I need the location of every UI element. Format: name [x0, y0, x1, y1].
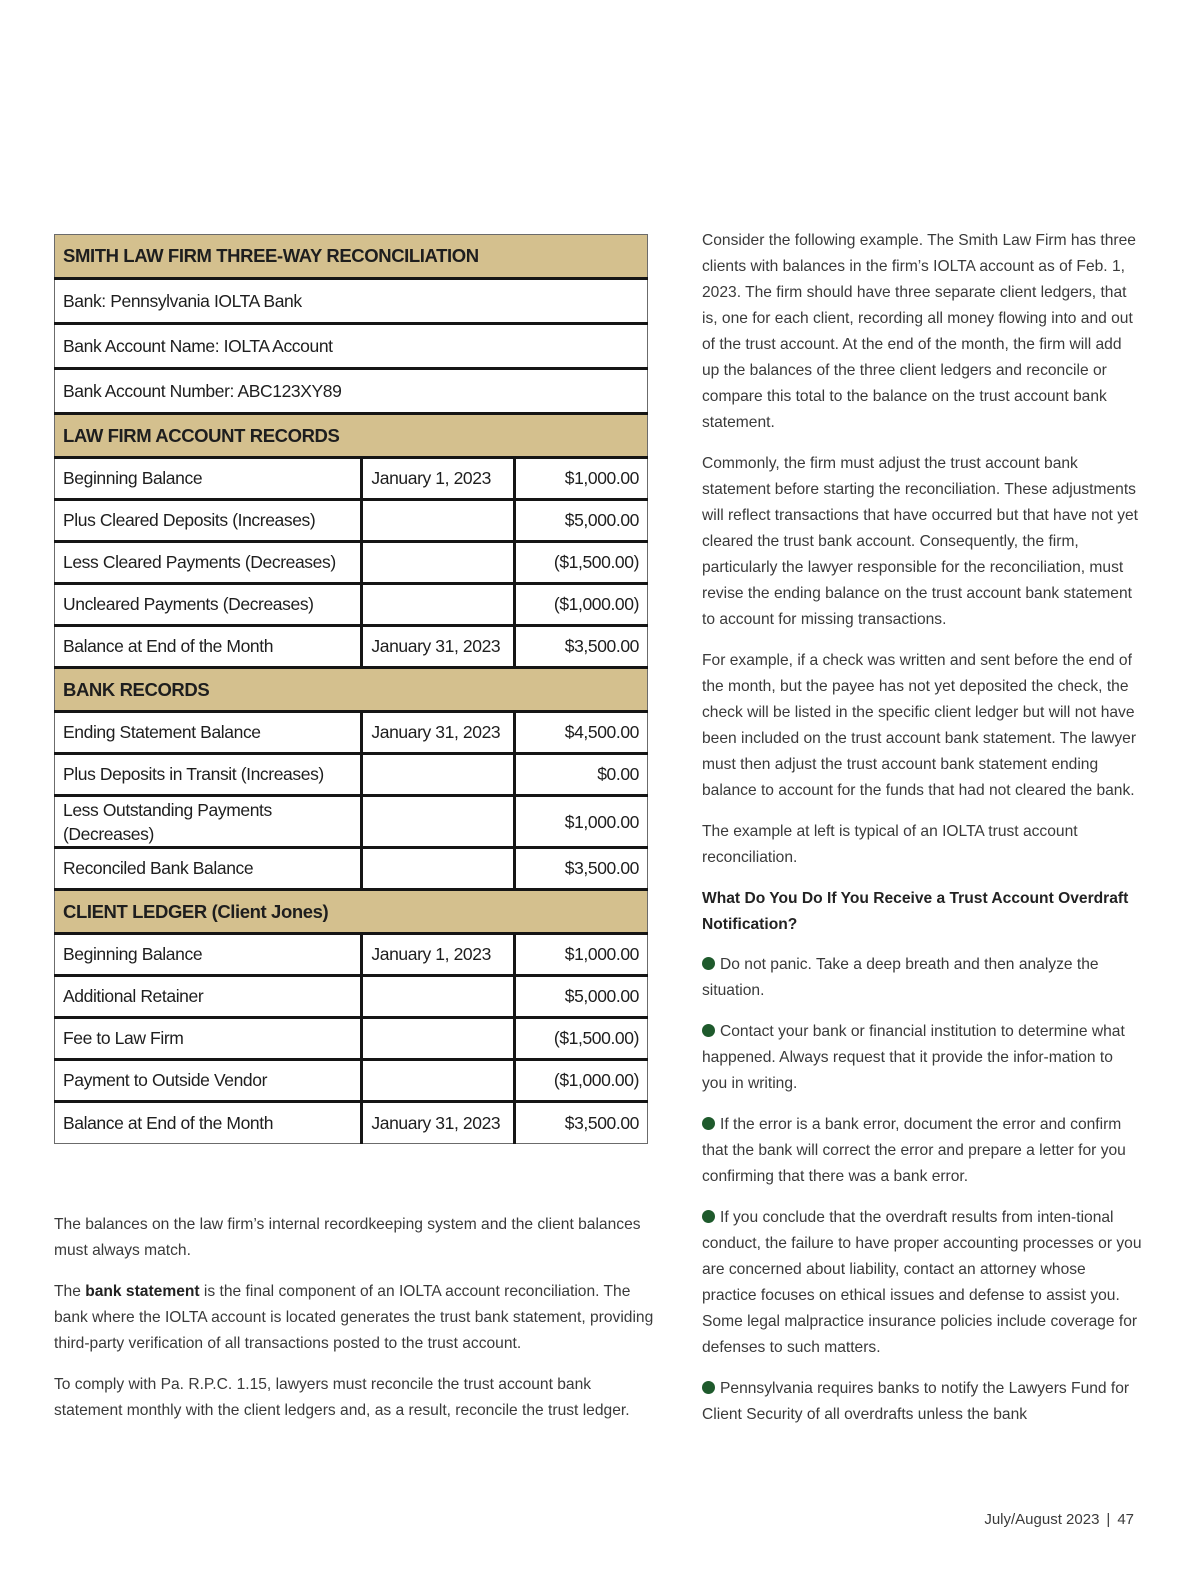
row-amount: ($1,500.00) — [515, 1018, 648, 1060]
table-row — [55, 1060, 648, 1102]
row-description: Plus Deposits in Transit (Increases) — [55, 754, 362, 796]
row-date: January 31, 2023 — [362, 1102, 515, 1144]
row-description: Uncleared Payments (Decreases) — [55, 584, 362, 626]
row-date — [362, 754, 515, 796]
bold-term: bank statement — [85, 1283, 200, 1300]
page-number: 47 — [1117, 1511, 1134, 1528]
section-heading: BANK RECORDS — [55, 668, 648, 712]
row-date — [362, 1018, 515, 1060]
row-description: Beginning Balance — [55, 934, 362, 976]
row-date — [362, 976, 515, 1018]
row-description: Balance at End of the Month — [55, 626, 362, 668]
row-description: Plus Cleared Deposits (Increases) — [55, 500, 362, 542]
row-description: Less Outstanding Payments (Decreases) — [55, 796, 362, 848]
row-description: Ending Statement Balance — [55, 712, 362, 754]
text-run: The — [54, 1283, 86, 1300]
row-description: Reconciled Bank Balance — [55, 848, 362, 890]
paragraph: Commonly, the firm must adjust the trust account bank statement before starting the reconciliation. These adjustments will reflect transactions that have occurred but that have not yet cleared the trust bank account. Consequently, the firm, particularly the lawyer responsible for the reconciliation, must revise the ending balance on the trust account bank statement to account for missing transactions. — [702, 455, 1138, 628]
row-amount: $3,500.00 — [515, 848, 648, 890]
paragraph: Consider the following example. The Smith Law Firm has three clients with balances in the firm’s IOLTA account as of Feb. 1, 2023. The firm should have three separate client ledgers, that is, one for each client, recording all money flowing into and out of the trust account. At the end of the month, the firm will add up the balances of the three client ledgers and reconcile or compare this total to the balance on the trust account bank statement. — [702, 232, 1136, 431]
table-row — [55, 458, 648, 500]
section-header-client-ledger — [55, 890, 648, 934]
row-date — [362, 584, 515, 626]
paragraph — [54, 1279, 654, 1357]
row-amount: $1,000.00 — [515, 458, 648, 500]
table-row — [55, 796, 648, 848]
bank-info-row — [55, 369, 648, 414]
table-row — [55, 542, 648, 584]
table-title-row — [55, 235, 648, 279]
section-header-bank-records — [55, 668, 648, 712]
bullet-text: If you conclude that the overdraft results from inten-tional conduct, the failure to have proper accounting processes or you are concerned about liability, contact an attorney whose practice focuses on ethical issues and defense to assist you. Some legal malpractice insurance policies include coverage for defenses to such matters. — [702, 1209, 1142, 1356]
bank-account-name: Bank Account Name: IOLTA Account — [55, 324, 648, 369]
text-run: is the final component of an IOLTA account reconciliation. The bank where the IOLTA account is located generates the trust bank statement, providing third-party verification of all transactions posted to the trust account. — [54, 1283, 654, 1352]
bank-info-row — [55, 324, 648, 369]
bullet-dot-icon — [702, 957, 715, 970]
paragraph: For example, if a check was written and sent before the end of the month, but the payee has not yet deposited the check, the check will be listed in the specific client ledger but will not have been included on the trust account bank statement. The lawyer must then adjust the trust account bank statement ending balance to account for the funds that had not cleared the bank. — [702, 652, 1137, 799]
table-row — [55, 500, 648, 542]
page-footer — [984, 1511, 1134, 1528]
table-row — [55, 626, 648, 668]
issue-date: July/August 2023 — [984, 1511, 1100, 1528]
paragraph: The balances on the law firm’s internal recordkeeping system and the client balances must always match. — [54, 1216, 641, 1259]
bank-info-row — [55, 279, 648, 324]
row-date: January 31, 2023 — [362, 626, 515, 668]
table-row — [55, 934, 648, 976]
bullet-text: If the error is a bank error, document the error and confirm that the bank will correct the error and prepare a letter for you confirming that there was a bank error. — [702, 1116, 1126, 1185]
bullet-text: Pennsylvania requires banks to notify the Lawyers Fund for Client Security of all overdrafts unless the bank — [702, 1380, 1130, 1423]
row-amount: ($1,500.00) — [515, 542, 648, 584]
bank-name: Bank: Pennsylvania IOLTA Bank — [55, 279, 648, 324]
row-date: January 1, 2023 — [362, 934, 515, 976]
table-title: SMITH LAW FIRM THREE-WAY RECONCILIATION — [55, 235, 648, 279]
footer-separator: | — [1106, 1511, 1111, 1528]
bullet-item — [702, 1205, 1142, 1361]
paragraph: To comply with Pa. R.P.C. 1.15, lawyers must reconcile the trust account bank statement monthly with the client ledgers and, as a result, reconcile the trust ledger. — [54, 1376, 630, 1419]
row-amount: $1,000.00 — [515, 934, 648, 976]
bullet-item — [702, 1112, 1142, 1190]
row-date — [362, 500, 515, 542]
row-description: Additional Retainer — [55, 976, 362, 1018]
bullet-item — [702, 1019, 1142, 1097]
right-column-text — [702, 228, 1142, 1443]
section-heading: LAW FIRM ACCOUNT RECORDS — [55, 414, 648, 458]
paragraph: The example at left is typical of an IOLTA trust account reconciliation. — [702, 823, 1078, 866]
row-date — [362, 1060, 515, 1102]
row-amount: ($1,000.00) — [515, 1060, 648, 1102]
row-description: Balance at End of the Month — [55, 1102, 362, 1144]
row-description: Less Cleared Payments (Decreases) — [55, 542, 362, 584]
table-row — [55, 976, 648, 1018]
row-description: Payment to Outside Vendor — [55, 1060, 362, 1102]
bullet-item — [702, 952, 1142, 1004]
table-row — [55, 1102, 648, 1144]
section-heading: CLIENT LEDGER (Client Jones) — [55, 890, 648, 934]
subheading: What Do You Do If You Receive a Trust Account Overdraft Notification? — [702, 890, 1129, 933]
row-amount: $0.00 — [515, 754, 648, 796]
bullet-item — [702, 1376, 1142, 1428]
table-row — [55, 848, 648, 890]
bullet-dot-icon — [702, 1117, 715, 1130]
table-row — [55, 712, 648, 754]
bullet-dot-icon — [702, 1381, 715, 1394]
row-date — [362, 848, 515, 890]
bank-account-number: Bank Account Number: ABC123XY89 — [55, 369, 648, 414]
row-date: January 31, 2023 — [362, 712, 515, 754]
table-row — [55, 584, 648, 626]
bullet-dot-icon — [702, 1024, 715, 1037]
row-amount: $3,500.00 — [515, 626, 648, 668]
row-date — [362, 542, 515, 584]
row-amount: $1,000.00 — [515, 796, 648, 848]
bullet-text: Do not panic. Take a deep breath and then analyze the situation. — [702, 956, 1099, 999]
row-description: Beginning Balance — [55, 458, 362, 500]
section-header-law-firm-records — [55, 414, 648, 458]
row-amount: $5,000.00 — [515, 500, 648, 542]
three-way-reconciliation-table — [54, 234, 648, 1144]
row-amount: $3,500.00 — [515, 1102, 648, 1144]
left-column-text — [54, 1212, 654, 1439]
bullet-dot-icon — [702, 1210, 715, 1223]
row-amount: ($1,000.00) — [515, 584, 648, 626]
bullet-text: Contact your bank or financial institution to determine what happened. Always request that it provide the infor-mation to you in writing. — [702, 1023, 1125, 1092]
row-amount: $5,000.00 — [515, 976, 648, 1018]
table-row — [55, 1018, 648, 1060]
row-description: Fee to Law Firm — [55, 1018, 362, 1060]
row-date: January 1, 2023 — [362, 458, 515, 500]
row-amount: $4,500.00 — [515, 712, 648, 754]
table-row — [55, 754, 648, 796]
row-date — [362, 796, 515, 848]
